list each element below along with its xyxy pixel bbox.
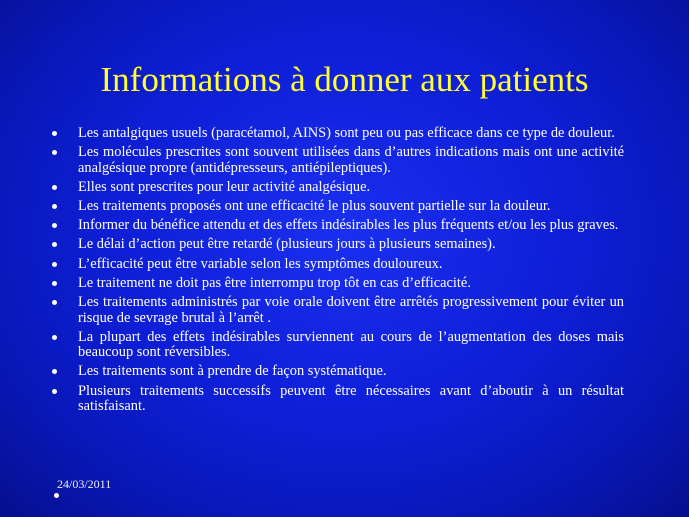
bullet-text: Les traitements proposés ont une efficacité le plus souvent partielle sur la douleur. (78, 198, 551, 215)
bullet-text: Le traitement ne doit pas être interrompu trop tôt en cas d’efficacité. (78, 274, 471, 291)
bullet-item (52, 145, 624, 176)
bullet-text: Plusieurs traitements successifs peuvent être nécessaires avant d’aboutir à un résultat satisfaisant. (78, 382, 624, 415)
bullet-icon (52, 242, 57, 247)
bullet-icon (52, 185, 57, 190)
bullet-icon (52, 335, 57, 340)
bullet-icon (52, 150, 57, 155)
bullet-text: Le délai d’action peut être retardé (plusieurs jours à plusieurs semaines). (78, 236, 496, 253)
bullet-item (52, 364, 624, 380)
bullet-text: Les molécules prescrites sont souvent utilisées dans d’autres indications mais ont une activité analgésique propre (antidépresseurs, antiépileptiques). (78, 144, 624, 176)
bullet-icon (54, 493, 59, 498)
bullet-icon (52, 204, 57, 209)
bullet-item (52, 199, 624, 215)
bullet-text: L’efficacité peut être variable selon les symptômes douloureux. (78, 255, 443, 272)
bullet-text: Les antalgiques usuels (paracétamol, AINS) sont peu ou pas efficace dans ce type de douleur. (78, 125, 615, 141)
bullet-icon (52, 369, 57, 374)
slide-date: 24/03/2011 (57, 477, 112, 491)
bullet-item (52, 384, 624, 415)
bullet-item (52, 180, 624, 196)
slide-title: Informations à donner aux patients (100, 60, 589, 99)
bullet-icon (52, 262, 57, 267)
bullet-item (52, 257, 624, 273)
bullet-text: La plupart des effets indésirables surviennent au cours de l’augmentation des doses mais beaucoup sont réversibles. (78, 328, 624, 361)
bullet-text: Elles sont prescrites pour leur activité analgésique. (78, 178, 371, 195)
bullet-item (52, 237, 624, 253)
bullet-item (52, 276, 624, 292)
bullet-text: Informer du bénéfice attendu et des effets indésirables les plus fréquents et/ou les plus graves. (78, 217, 619, 234)
bullet-item (52, 126, 624, 142)
bullet-item (52, 218, 624, 234)
bullet-list (52, 126, 624, 418)
bullet-icon (52, 223, 57, 228)
bullet-icon (52, 300, 57, 305)
bullet-item (52, 295, 624, 326)
bullet-text: Les traitements sont à prendre de façon systématique. (78, 363, 387, 380)
bullet-icon (52, 131, 57, 136)
bullet-item (52, 330, 624, 361)
bullet-icon (52, 389, 57, 394)
bullet-text: Les traitements administrés par voie orale doivent être arrêtés progressivement pour éviter un risque de sevrage brutal à l’arrêt . (78, 294, 624, 326)
bullet-icon (52, 281, 57, 286)
